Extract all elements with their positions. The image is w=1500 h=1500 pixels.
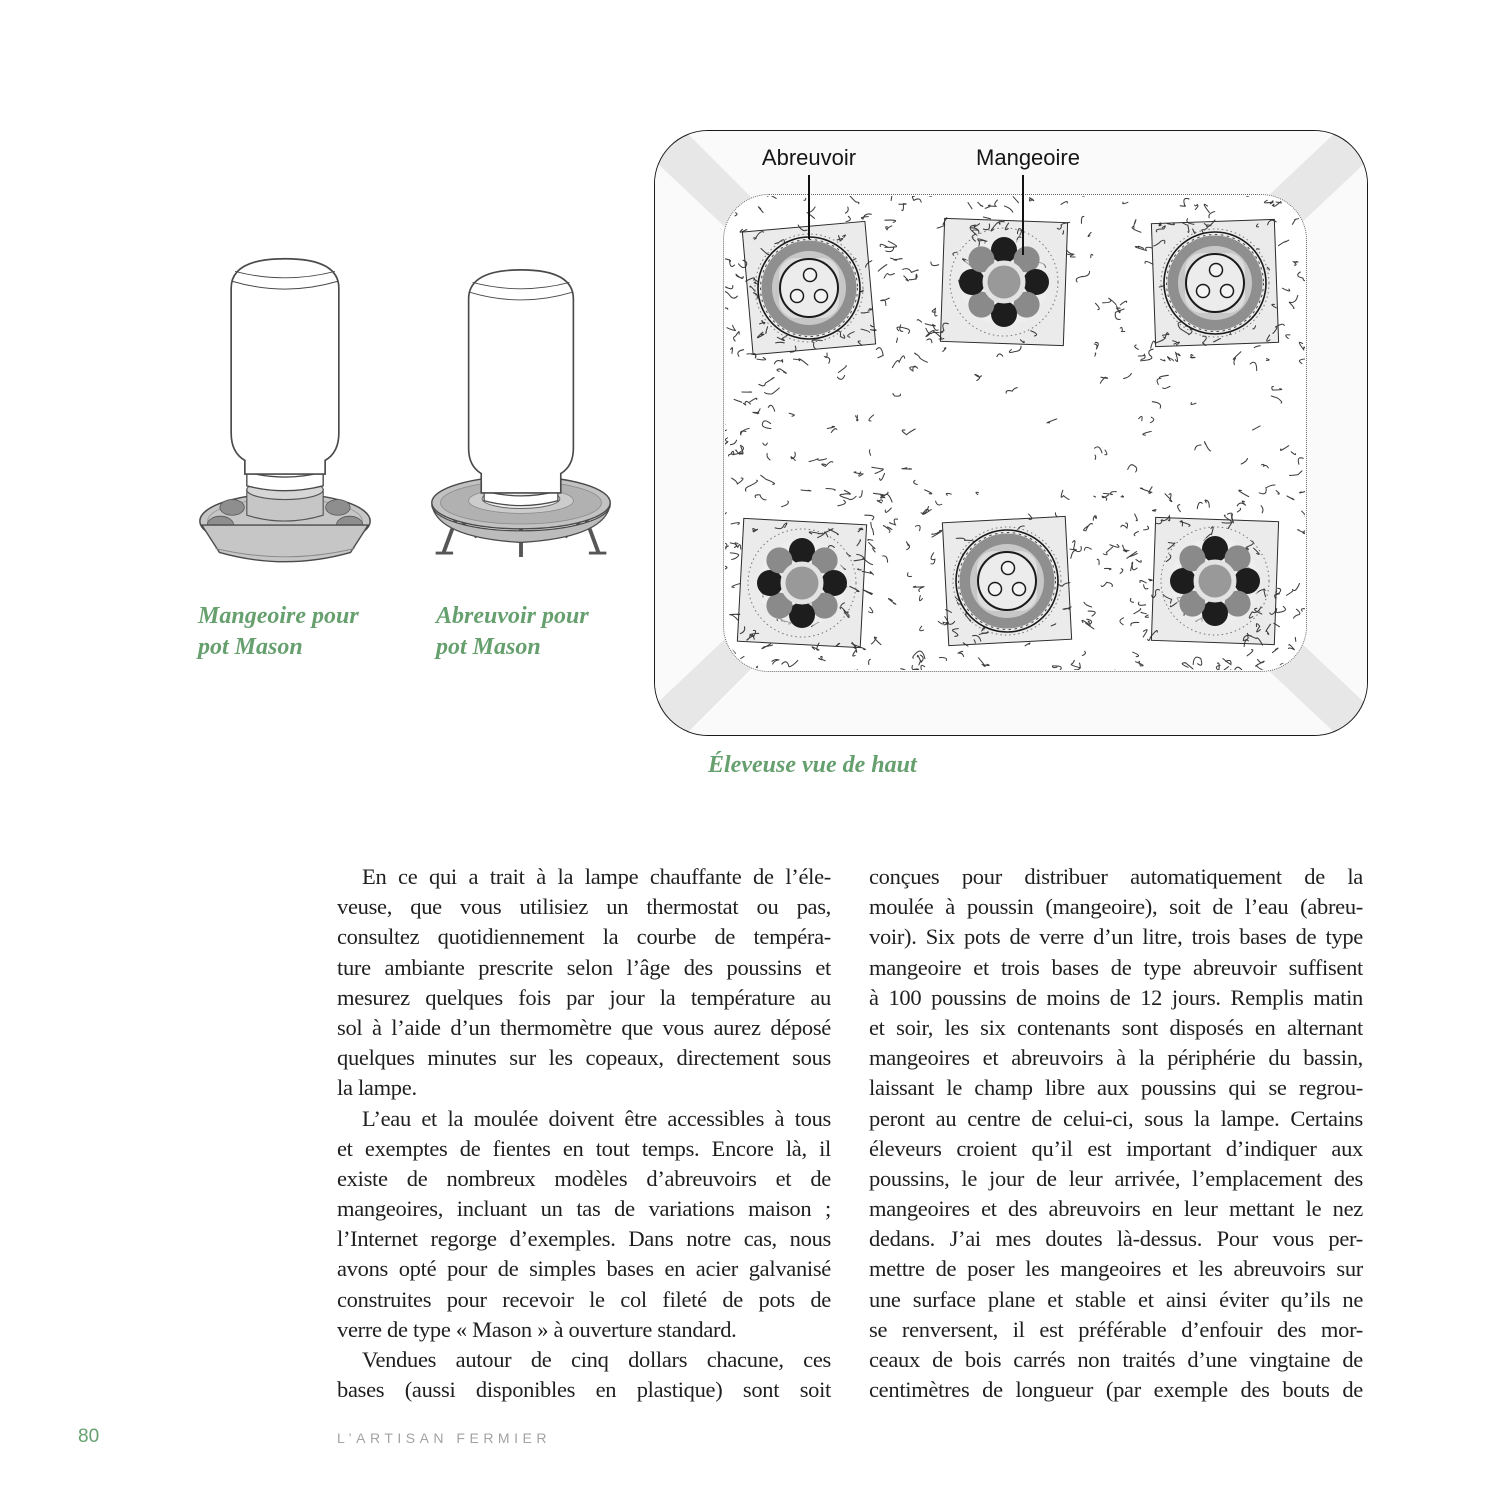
text-column-right bbox=[869, 862, 1363, 1405]
body-text-line: sol à l’aide d’un thermomètre que vous aurez déposé bbox=[337, 1014, 831, 1040]
brooder-wall-left bbox=[655, 131, 725, 735]
body-text-line: consultez quotidiennement la courbe de tempéra- bbox=[337, 924, 831, 950]
body-text-line: mangeoires et des abreuvoirs en leur mettant le nez bbox=[869, 1196, 1363, 1222]
body-text-line: et soir, les six contenants sont disposés en alternant bbox=[869, 1014, 1363, 1040]
body-text-line: l’Internet regorge d’exemples. Dans notre cas, nous bbox=[337, 1226, 831, 1252]
body-text-line: construites pour recevoir le col fileté de pots de bbox=[337, 1286, 831, 1312]
mangeoire-leader-line bbox=[1022, 175, 1024, 255]
body-text-line: peront au centre de celui-ci, sous la lampe. Certains bbox=[869, 1105, 1363, 1131]
body-text-line: En ce qui a trait à la lampe chauffante de l’éle- bbox=[362, 864, 831, 889]
body-text-line: la lampe. bbox=[337, 1075, 417, 1101]
brooder-wall-right bbox=[1297, 131, 1367, 735]
mangeoire-top-view bbox=[1159, 525, 1271, 637]
body-text-line: poussins, le jour de leur arrivée, l’emplacement des bbox=[869, 1165, 1363, 1191]
abreuvoir-top-view bbox=[951, 525, 1063, 637]
body-text-line: ceaux de bois carrés non traités d’une vingtaine de bbox=[869, 1347, 1363, 1372]
body-text-line: mangeoire et trois bases de type abreuvoir suffisent bbox=[869, 954, 1363, 980]
body-text-line: laissant le champ libre aux poussins qui se regrou- bbox=[869, 1075, 1363, 1101]
waterer-caption-line: Abreuvoir pour bbox=[436, 603, 589, 629]
body-text-line: moulée à poussin (mangeoire), soit de l’eau (abreu- bbox=[869, 894, 1363, 920]
body-text-line: mangeoires, incluant un tas de variations maison ; bbox=[337, 1196, 831, 1222]
body-text-line: existe de nombreux modèles d’abreuvoirs et de bbox=[337, 1165, 831, 1191]
running-title: L’ARTISAN FERMIER bbox=[337, 1430, 551, 1446]
page-number: 80 bbox=[78, 1426, 100, 1447]
waterer-caption-line: pot Mason bbox=[436, 634, 541, 660]
body-text-line: et exemptes de fientes en tout temps. Encore là, il bbox=[337, 1135, 831, 1161]
brooder-diagram bbox=[654, 130, 1368, 736]
body-text-line: ture ambiante prescrite selon l’âge des poussins et bbox=[337, 954, 831, 980]
feeder-caption-line: Mangeoire pour bbox=[198, 603, 359, 629]
text-column-left bbox=[337, 862, 831, 1405]
feeder-caption-line: pot Mason bbox=[198, 634, 303, 660]
body-text-line: Vendues autour de cinq dollars chacune, ces bbox=[362, 1347, 831, 1372]
body-text-line: éleveurs croient qu’il est important d’indiquer aux bbox=[869, 1135, 1363, 1161]
body-text-line: bases (aussi disponibles en plastique) sont soit bbox=[337, 1377, 831, 1403]
body-text-line: avons opté pour de simples bases en acier galvanisé bbox=[337, 1256, 831, 1282]
body-text-line: se renversent, il est préférable d’enfouir des mor- bbox=[869, 1316, 1363, 1342]
body-text-line: L’eau et la moulée doivent être accessibles à tous bbox=[362, 1105, 831, 1131]
mangeoire-top-view bbox=[746, 527, 858, 639]
diagram-caption: Éleveuse vue de haut bbox=[708, 752, 917, 778]
body-text-line: verre de type « Mason » à ouverture standard. bbox=[337, 1316, 737, 1342]
abreuvoir-top-view bbox=[1159, 227, 1271, 339]
body-text-line: quelques minutes sur les copeaux, directement sous bbox=[337, 1045, 831, 1071]
label-abreuvoir: Abreuvoir bbox=[761, 145, 857, 170]
body-text-line: voir). Six pots de verre d’un litre, trois bases de type bbox=[869, 924, 1363, 950]
body-text-line: mesurez quelques fois par jour la température au bbox=[337, 984, 831, 1010]
mangeoire-top-view bbox=[948, 226, 1060, 338]
abreuvoir-leader-line bbox=[808, 175, 810, 239]
abreuvoir-top-view bbox=[753, 232, 865, 344]
body-text-line: dedans. J’ai mes doutes là-dessus. Pour vous per- bbox=[869, 1226, 1363, 1252]
body-text-line: centimètres de longueur (par exemple des bouts de bbox=[869, 1377, 1363, 1403]
body-text-line: mangeoires et abreuvoirs à la périphérie du bassin, bbox=[869, 1045, 1363, 1071]
feeder-caption bbox=[198, 601, 359, 663]
body-text-line: conçues pour distribuer automatiquement de la bbox=[869, 864, 1363, 889]
body-text-line: veuse, que vous utilisiez un thermostat ou pas, bbox=[337, 894, 831, 920]
body-text-line: à 100 poussins de moins de 12 jours. Remplis matin bbox=[869, 984, 1363, 1010]
label-mangeoire: Mangeoire bbox=[976, 145, 1080, 170]
mason-jar-feeder-figure bbox=[192, 244, 378, 574]
brooder-wall-bottom bbox=[655, 669, 1367, 735]
mason-jar-waterer-figure bbox=[424, 258, 618, 564]
body-text-line: mettre de poser les mangeoires et les abreuvoirs sur bbox=[869, 1256, 1363, 1282]
body-text-line: une surface plane et stable et ainsi éviter qu’ils ne bbox=[869, 1286, 1363, 1312]
waterer-caption bbox=[436, 601, 589, 663]
